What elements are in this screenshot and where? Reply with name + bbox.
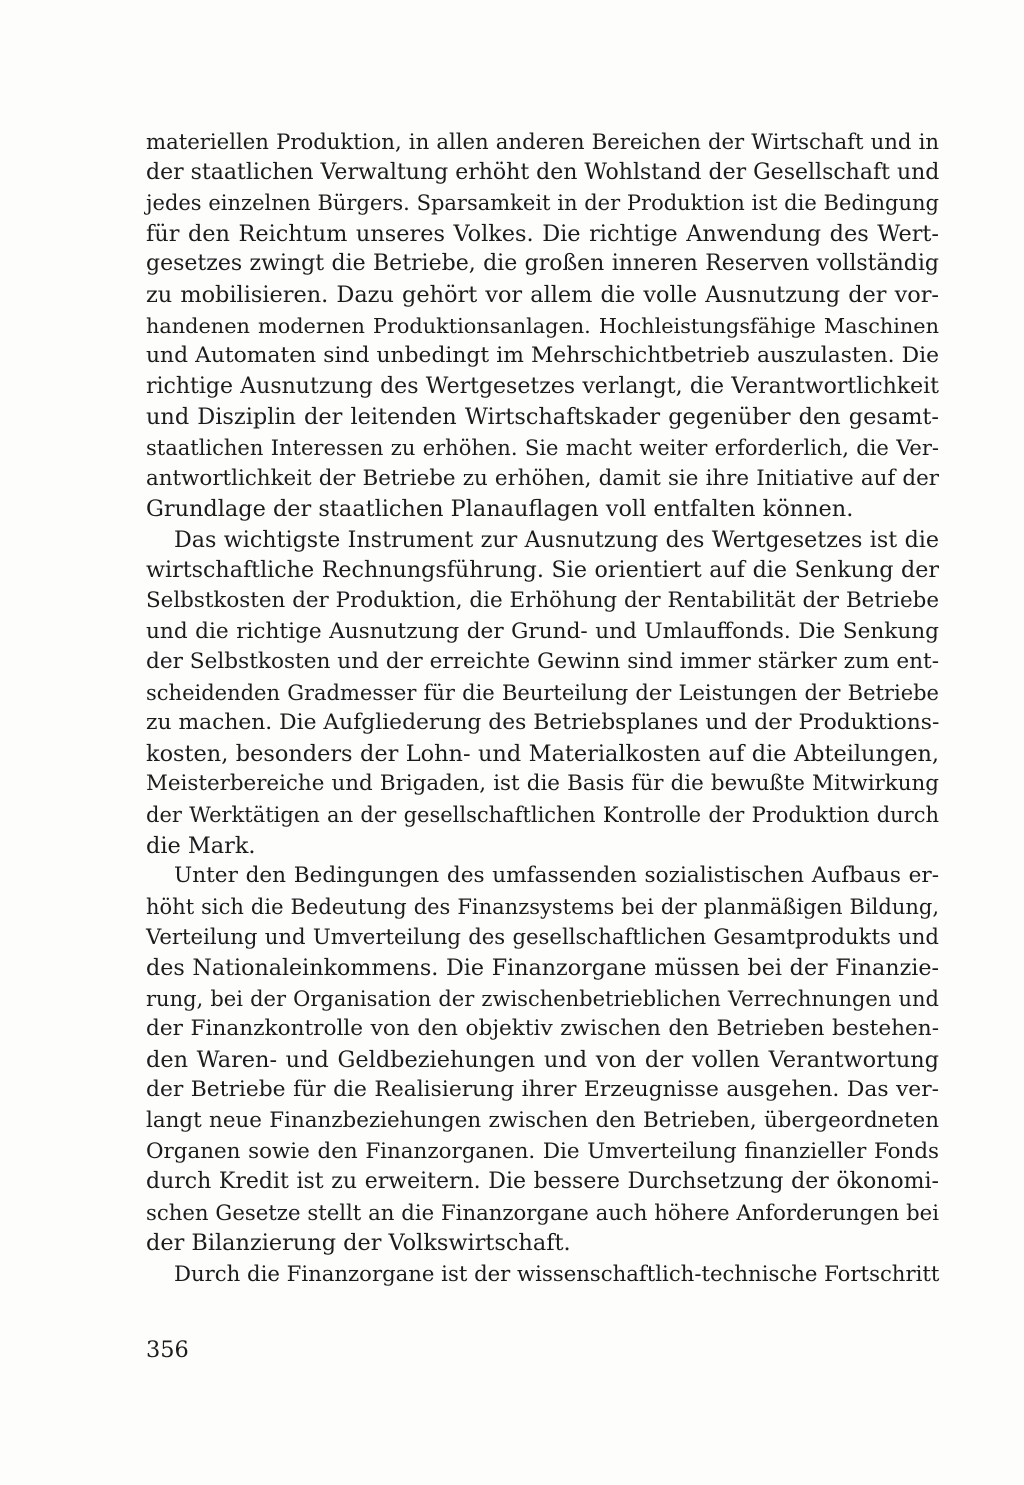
text-line: der Finanzkontrolle von den objektiv zwischen den Betrieben bestehen- [146,1016,939,1042]
text-line: Das wichtigste Instrument zur Ausnutzung des Wertgesetzes ist die [174,526,939,553]
text-line: richtige Ausnutzung des Wertgesetzes verlangt, die Verantwortlichkeit [146,373,939,399]
text-line: und Disziplin der leitenden Wirtschaftskader gegenüber den gesamt- [146,404,939,431]
text-line: des Nationaleinkommens. Die Finanzorgane müssen bei der Finanzie- [146,955,939,982]
text-line: zu machen. Die Aufgliederung des Betriebsplanes und der Produktions- [146,710,940,736]
paragraph [146,861,939,1259]
text-line: Selbstkosten der Produktion, die Erhöhung der Rentabilität der Betriebe [146,587,939,613]
text-line: langt neue Finanzbeziehungen zwischen den Betrieben, übergeordneten [146,1108,939,1133]
text-line: Unter den Bedingungen des umfassenden sozialistischen Aufbaus er- [174,863,939,889]
text-line: der Betriebe für die Realisierung ihrer Erzeugnisse ausgehen. Das ver- [146,1077,939,1103]
text-line: durch Kredit ist zu erweitern. Die bessere Durchsetzung der ökonomi- [146,1169,939,1195]
text-line: und Automaten sind unbedingt im Mehrschichtbetrieb auszulasten. Die [146,343,939,369]
text-line: rung, bei der Organisation der zwischenbetrieblichen Verrechnungen und [146,986,939,1011]
text-line: Meisterbereiche und Brigaden, ist die Basis für die bewußte Mitwirkung [146,771,939,797]
text-line: höht sich die Bedeutung des Finanzsystems bei der planmäßigen Bildung, [146,894,939,919]
text-line: antwortlichkeit der Betriebe zu erhöhen, damit sie ihre Initiative auf der [146,465,939,491]
text-line: der Werktätigen an der gesellschaftlichen Kontrolle der Produktion durch [146,803,939,828]
text-line: kosten, besonders der Lohn- und Materialkosten auf die Abteilungen, [146,740,939,767]
text-line: wirtschaftliche Rechnungsführung. Sie orientiert auf die Senkung der [146,557,939,584]
text-line: zu mobilisieren. Dazu gehört vor allem die volle Ausnutzung der vor- [146,281,939,308]
text-line: die Mark. [146,832,256,859]
text-line: staatlichen Interessen zu erhöhen. Sie macht weiter erforderlich, die Ver- [146,435,939,460]
text-line: der staatlichen Verwaltung erhöht den Wohlstand der Gesellschaft und [146,159,940,185]
text-line: der Bilanzierung der Volkswirtschaft. [146,1230,571,1257]
text-line: den Waren- und Geldbeziehungen und von der vollen Verantwortung [146,1046,939,1073]
text-line: materiellen Produktion, in allen anderen Bereichen der Wirtschaft und in [146,129,939,154]
page-number: 356 [146,1337,189,1363]
text-line: der Selbstkosten und der erreichte Gewinn sind immer stärker zum ent- [146,649,939,675]
paragraph [146,525,939,862]
text-line: und die richtige Ausnutzung der Grund- und Umlauffonds. Die Senkung [146,618,939,644]
text-line: Verteilung und Umverteilung des gesellschaftlichen Gesamtprodukts und [146,924,939,950]
text-line: für den Reichtum unseres Volkes. Die richtige Anwendung des Wert- [146,220,939,247]
body-text [146,127,939,1290]
text-line: Durch die Finanzorgane ist der wissenschaftlich-technische Fortschritt [174,1260,940,1286]
text-line: scheidenden Gradmesser für die Beurteilung der Leistungen der Betriebe [146,680,939,705]
text-line: schen Gesetze stellt an die Finanzorgane auch höhere Anforderungen bei [146,1199,939,1225]
text-line: Organen sowie den Finanzorganen. Die Umverteilung finanzieller Fonds [146,1138,939,1164]
paragraph [146,1259,939,1290]
text-line: Grundlage der staatlichen Planauflagen voll entfalten können. [146,496,854,523]
paragraph [146,127,939,525]
text-line: gesetzes zwingt die Betriebe, die großen inneren Reserven vollständig [146,251,939,277]
text-line: jedes einzelnen Bürgers. Sparsamkeit in der Produktion ist die Bedingung [146,191,939,216]
text-line: handenen modernen Produktionsanlagen. Hochleistungsfähige Maschinen [146,313,939,338]
